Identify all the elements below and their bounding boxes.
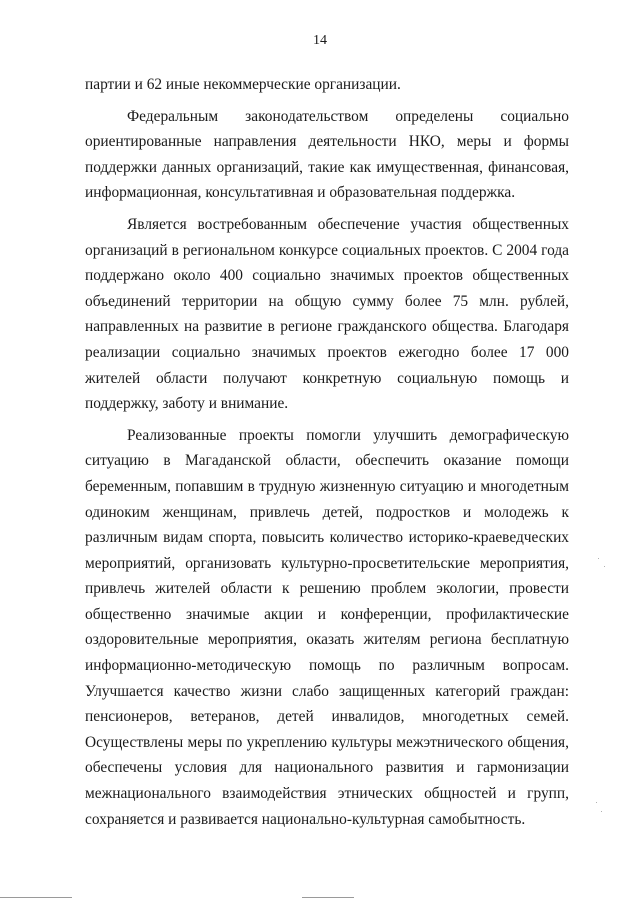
- body-text: [85, 72, 569, 832]
- scan-speck: [601, 811, 602, 812]
- scan-speck: [596, 802, 597, 803]
- bottom-scan-line-center: [302, 897, 354, 898]
- paragraph-continuation: партии и 62 иные некоммерческие организации.: [85, 76, 401, 93]
- scan-speck: [598, 558, 599, 559]
- paragraph-project-results: Реализованные проекты помогли улучшить демографическую ситуацию в Магаданской области, обеспечить оказание помощи беременным, попавшим в трудную жизненную ситуацию и многодетным одиноким женщинам, привлечь детей, подростков и молодежь к различным видам спорта, повысить количество историко-краеведческих мероприятий, организовать культурно-просветительские мероприятия, привлечь жителей области к решению проблем экологии, провести общественно значимые акции и конференции, профилактические оздоровительные мероприятия, оказать жителям региона бесплатную информационно-методическую помощь по различным вопросам. Улучшается качество жизни слабо защищенных категорий граждан: пенсионеров, ветеранов, детей инвалидов, многодетных семей. Осуществлены меры по укреплению культуры межэтнического общения, обеспечены условия для национального развития и гармонизации межнационального взаимодействия этнических общностей и групп, сохраняется и развивается национально-культурная самобытность.: [85, 426, 569, 828]
- page-number: 14: [313, 33, 327, 48]
- bottom-scan-line-left: [0, 897, 72, 898]
- scan-speck: [604, 566, 605, 567]
- paragraph-regional-contest: Является востребованным обеспечение участия общественных организаций в региональном конкурсе социальных проектов. С 2004 года поддержано около 400 социально значимых проектов общественных объединений территории на общую сумму более 75 млн. рублей, направленных на развитие в регионе гражданского общества. Благодаря реализации социально значимых проектов ежегодно более 17 000 жителей области получают конкретную социальную помощь и поддержку, заботу и внимание.: [85, 215, 569, 413]
- paragraph-federal-legislation: Федеральным законодательством определены социально ориентированные направления деятельности НКО, меры и формы поддержки данных организаций, такие как имущественная, финансовая, информационная, консультативная и образовательная поддержка.: [85, 107, 569, 202]
